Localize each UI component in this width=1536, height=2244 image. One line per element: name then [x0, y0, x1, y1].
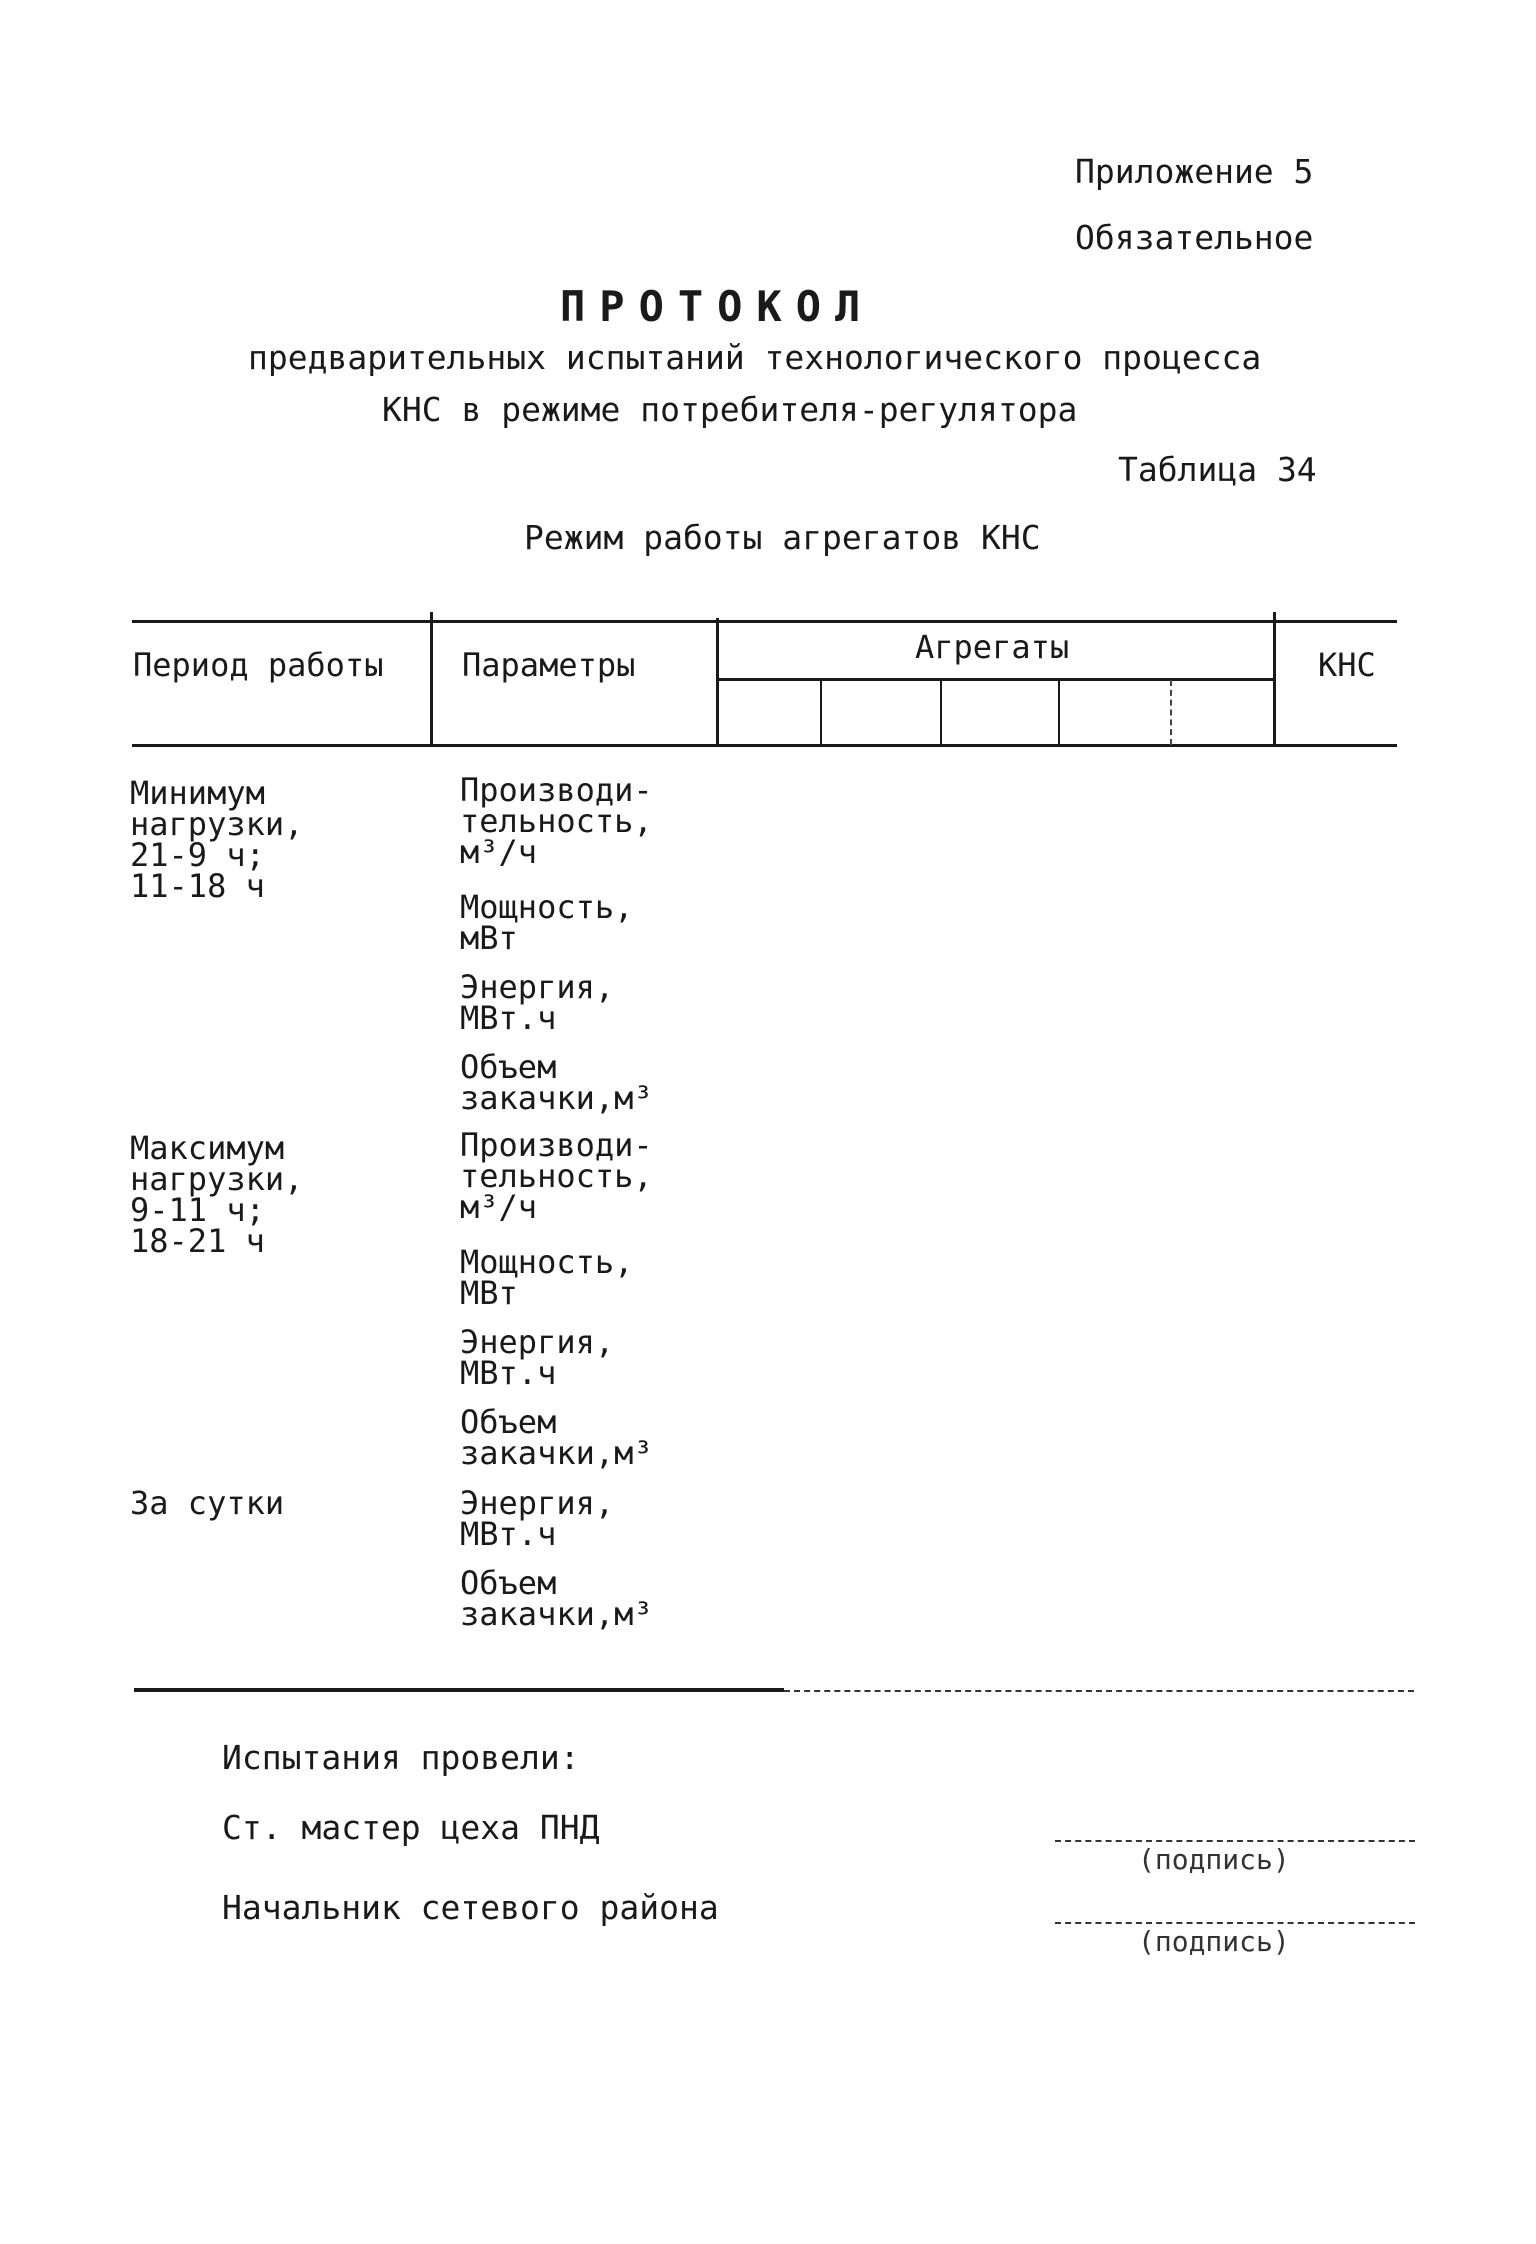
table-bottom-rule	[134, 1688, 784, 1692]
period-max-load: Максимум нагрузки, 9-11 ч; 18-21 ч	[130, 1129, 304, 1260]
param-energy: Энергия, МВт.ч	[460, 1323, 615, 1392]
column-header-period: Период работы	[133, 646, 384, 684]
column-header-params: Параметры	[462, 646, 636, 684]
signature-caption-2: (подпись)	[1138, 1925, 1290, 1958]
param-volume: Объем закачки,м³	[460, 1564, 653, 1633]
table-number: Таблица 34	[1118, 450, 1317, 489]
unit-divider-2	[940, 680, 942, 745]
param-volume: Объем закачки,м³	[460, 1048, 653, 1117]
period-min-load: Минимум нагрузки, 21-9 ч; 11-18 ч	[130, 774, 304, 905]
district-chief-label: Начальник сетевого района	[222, 1888, 719, 1927]
header-bottom-rule	[132, 744, 1397, 747]
subtitle-line-1: предварительных испытаний технологического процесса	[248, 338, 1262, 377]
signature-caption-1: (подпись)	[1138, 1843, 1290, 1876]
col-divider-params	[430, 612, 433, 747]
table-caption: Режим работы агрегатов КНС	[524, 518, 1041, 557]
shop-master-label: Ст. мастер цеха ПНД	[222, 1808, 600, 1847]
subtitle-line-2: КНС в режиме потребителя-регулятора	[382, 390, 1078, 429]
document-title: ПРОТОКОЛ	[560, 282, 875, 331]
param-productivity: Производи- тельность, м³/ч	[460, 771, 653, 871]
units-divider-rule	[716, 678, 1276, 681]
unit-divider-4	[1170, 680, 1172, 745]
param-productivity: Производи- тельность, м³/ч	[460, 1126, 653, 1226]
unit-divider-1	[820, 680, 822, 745]
param-energy: Энергия, МВт.ч	[460, 968, 615, 1037]
param-power: Мощность, МВт	[460, 1243, 634, 1312]
period-per-day: За сутки	[130, 1484, 285, 1522]
column-header-units: Агрегаты	[915, 628, 1070, 666]
col-divider-units	[716, 618, 719, 747]
column-header-kns: КНС	[1318, 646, 1376, 684]
param-volume: Объем закачки,м³	[460, 1403, 653, 1472]
tests-conducted-label: Испытания провели:	[222, 1738, 580, 1777]
param-energy: Энергия, МВт.ч	[460, 1484, 615, 1553]
mandatory-label: Обязательное	[1075, 218, 1314, 257]
col-divider-kns	[1273, 612, 1276, 747]
signature-line-1	[1055, 1840, 1415, 1842]
param-power: Мощность, мВт	[460, 888, 634, 957]
unit-divider-3	[1058, 680, 1060, 745]
table-bottom-rule-tail	[784, 1690, 1414, 1692]
appendix-label: Приложение 5	[1075, 152, 1314, 191]
table-top-rule	[132, 620, 1397, 623]
signature-line-2	[1055, 1922, 1415, 1924]
